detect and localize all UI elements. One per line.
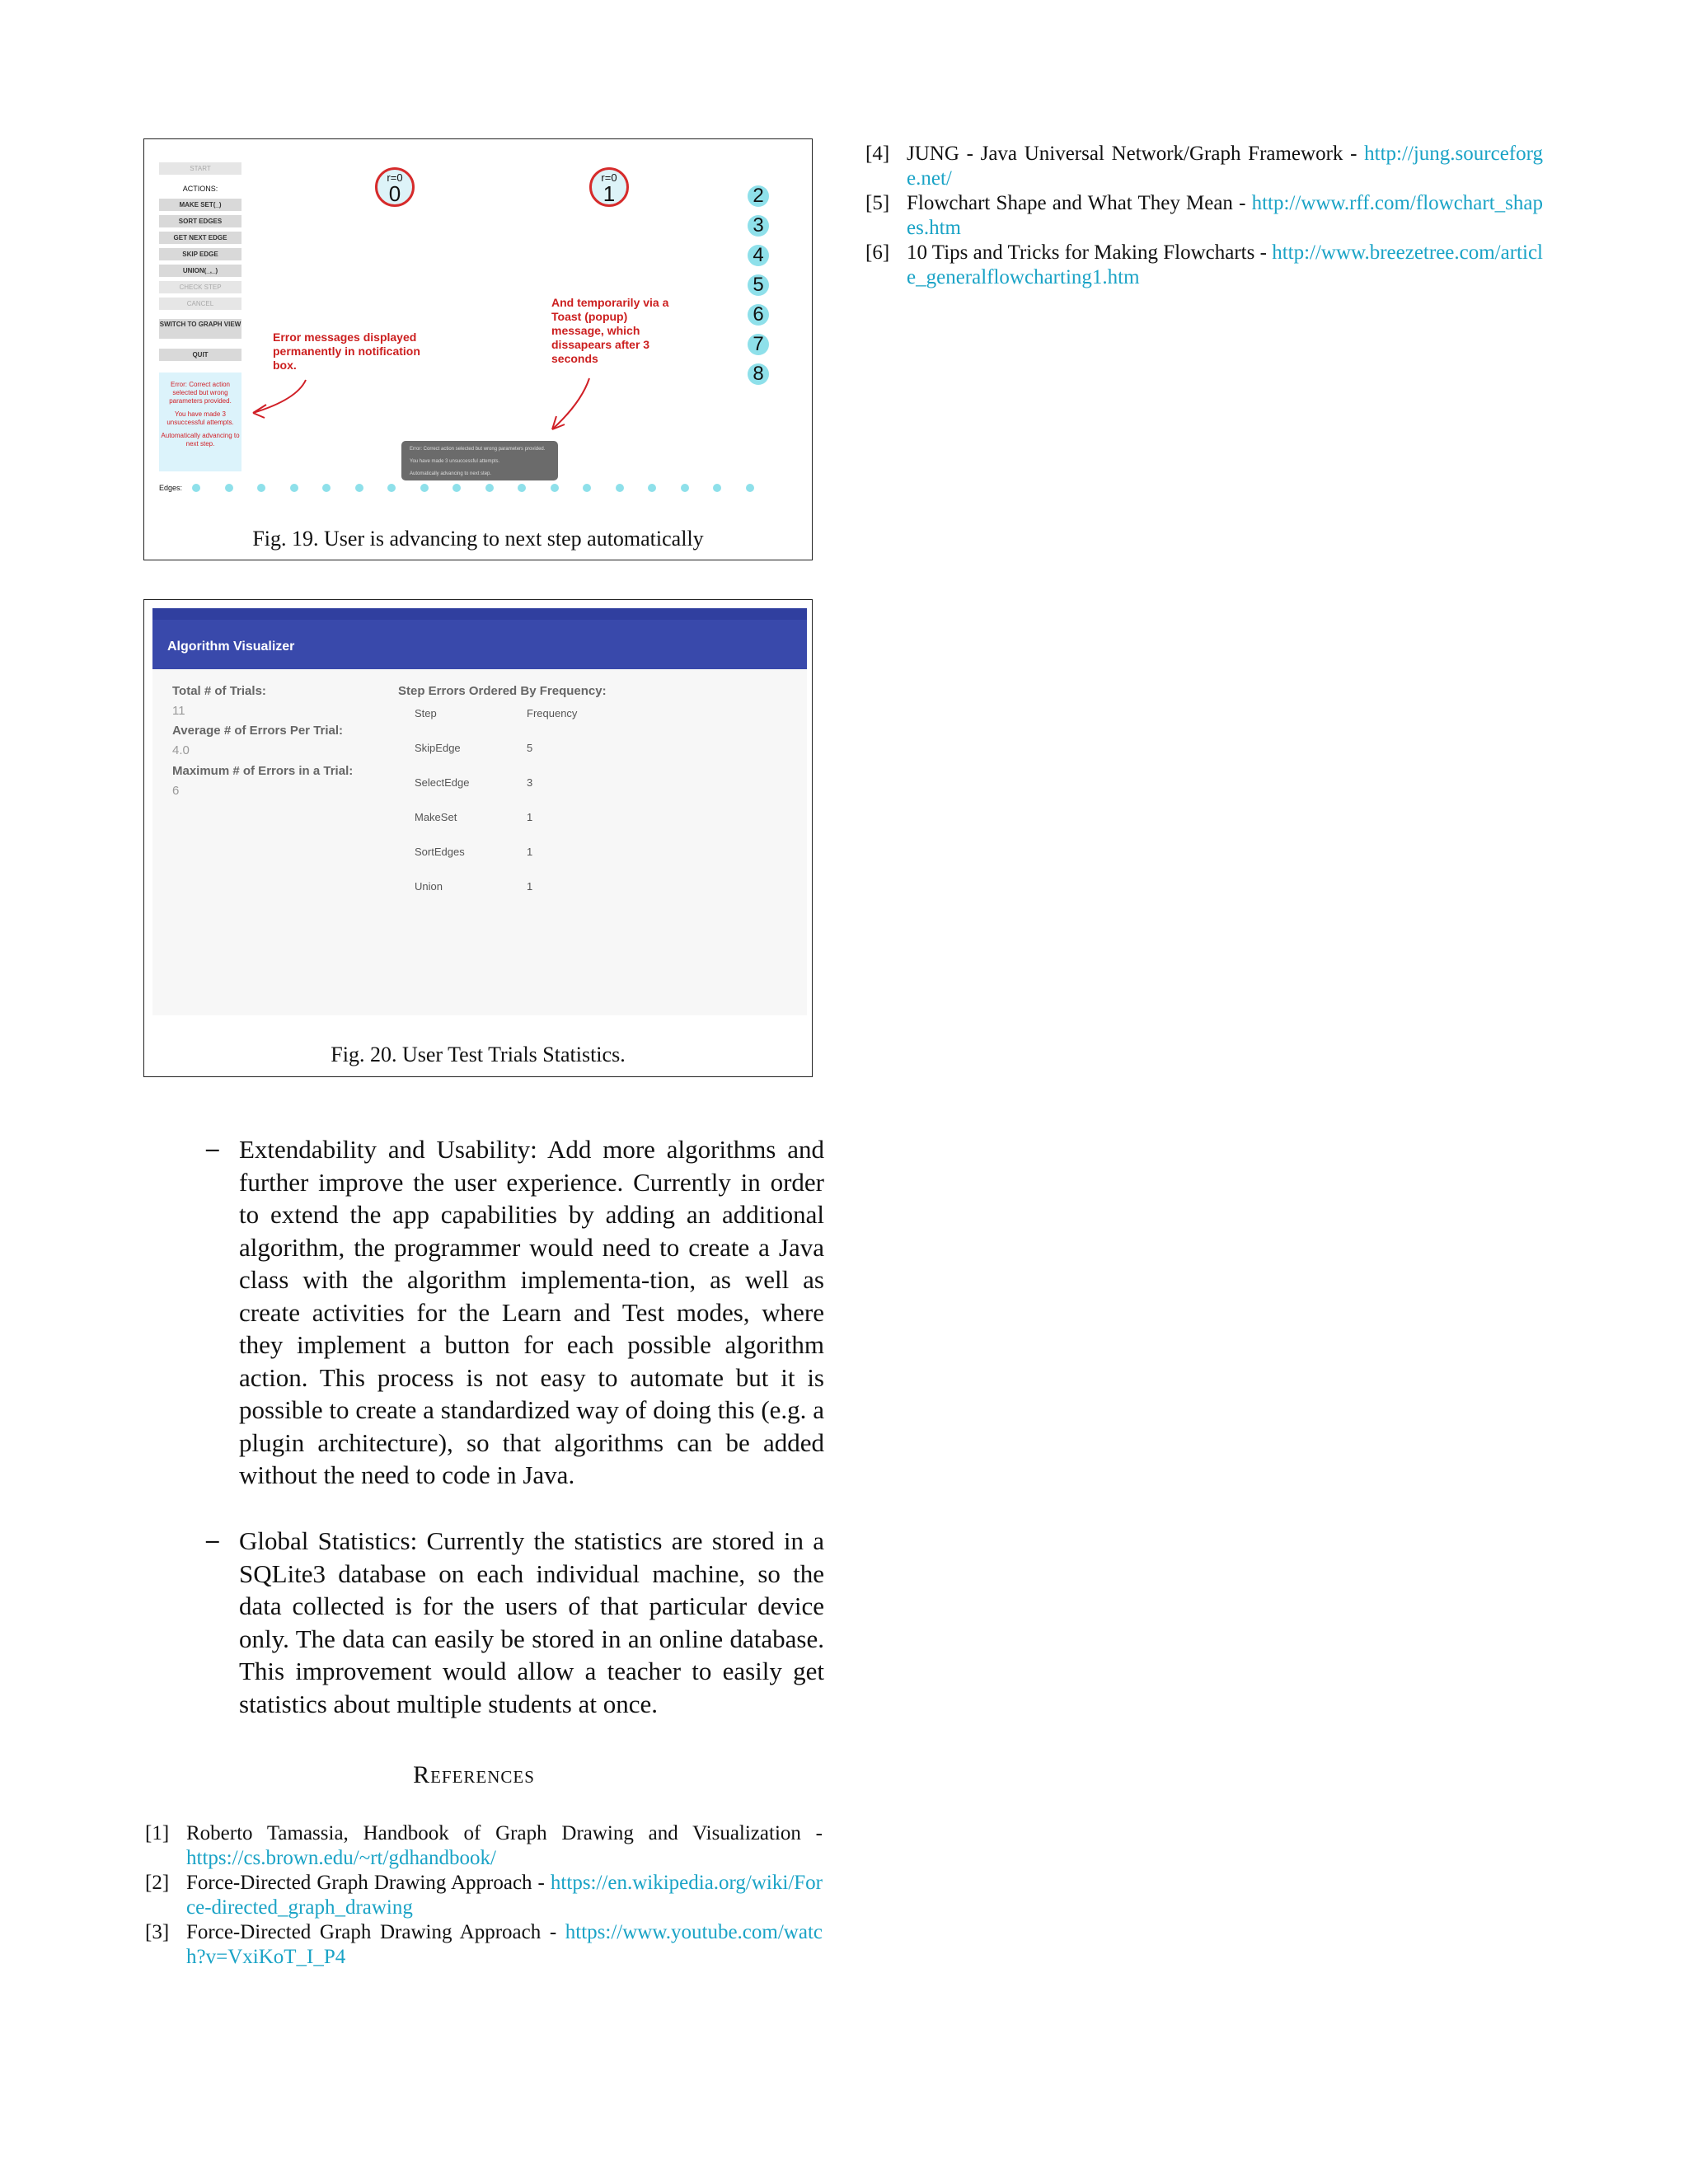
frequency-title: Step Errors Ordered By Frequency: [398, 684, 607, 698]
node-label: 0 [388, 181, 401, 206]
notification-line: You have made 3 unsuccessful attempts. [166, 410, 234, 426]
toast-line: Error: Correct action selected but wrong parameters provided. [410, 447, 546, 452]
references-heading: References [413, 1761, 535, 1788]
graph-node: 2 [748, 185, 769, 207]
notification-line: Error: Correct action selected but wrong parameters provided. [169, 381, 232, 405]
figure-19 [143, 138, 813, 560]
frequency-cell: 5 [527, 742, 533, 754]
edge-chip [616, 484, 624, 492]
edge-chip [322, 484, 331, 492]
reference-text: Roberto Tamassia, Handbook of Graph Drawing and Visualization - [186, 1822, 823, 1844]
reference-text: 10 Tips and Tricks for Making Flowcharts - [907, 241, 1273, 264]
reference-number: [5] [865, 192, 890, 214]
reference-number: [1] [145, 1822, 170, 1844]
rank-label: r=0 [601, 171, 617, 184]
toast-line: You have made 3 unsuccessful attempts. [410, 459, 500, 464]
reference-number: [2] [145, 1872, 170, 1894]
app-bar [152, 608, 807, 669]
edge-chip [713, 484, 721, 492]
list-bullet: – [206, 1525, 219, 1554]
step-cell: Union [415, 880, 443, 893]
reference-link[interactable]: https://en.wikipedia.org/wiki/Force-directed_graph_drawing [186, 1872, 823, 1919]
total-trials-label: Total # of Trials: [172, 684, 266, 698]
step-cell: SkipEdge [415, 742, 461, 754]
reference-link[interactable]: https://www.youtube.com/watch?v=VxiKoT_I_P4 [186, 1921, 823, 1968]
frequency-cell: 3 [527, 776, 533, 789]
step-cell: SelectEdge [415, 776, 470, 789]
step-cell: MakeSet [415, 811, 457, 823]
edge-chip [681, 484, 689, 492]
reference-text: Flowchart Shape and What They Mean - [907, 192, 1252, 214]
average-errors-label: Average # of Errors Per Trial: [172, 724, 344, 738]
figure-caption: Fig. 19. User is advancing to next step automatically [252, 527, 704, 551]
list-item-global-statistics: Global Statistics: Currently the statistics are stored in a SQLite3 database on each individual machine, so the data collected is for the users of that particular device only. The data can easily be stored in an online database. This improvement would allow a teacher to easily get statistics about multiple students at once. [239, 1526, 824, 1718]
get-next-edge-button: GET NEXT EDGE [159, 232, 241, 244]
edge-chip [355, 484, 363, 492]
notification-line: Automatically advancing to next step. [161, 432, 240, 448]
graph-node: 8 [748, 363, 769, 385]
list-bullet: – [206, 1133, 219, 1162]
graph-node: 5 [748, 274, 769, 296]
edge-chip [518, 484, 526, 492]
reference-text: Force-Directed Graph Drawing Approach - [186, 1872, 551, 1894]
list-item-extendability: Extendability and Usability: Add more algorithms and further improve the user experience. Currently in order to extend the app capabilities by adding an additional algorithm, the programmer would need to create a Java class with the algorithm implementa-tion, as well as create activities for the Learn and Test modes, where they implement a button for each possible algorithm action. This process is not easy to automate but it is possible to create a standardized way of doing this (e.g. a plugin architecture), so that algorithms can be added without the need to code in Java. [239, 1135, 824, 1489]
edge-chip [387, 484, 396, 492]
stats-panel [152, 669, 807, 1015]
graph-node: 3 [748, 215, 769, 237]
sort-edges-button: SORT EDGES [159, 215, 241, 227]
graph-node: 6 [748, 304, 769, 326]
node-label: 1 [603, 181, 616, 206]
edge-chip [551, 484, 559, 492]
edge-chip [648, 484, 656, 492]
reference-number: [4] [865, 143, 890, 165]
reference-link[interactable]: https://cs.brown.edu/~rt/gdhandbook/ [186, 1847, 496, 1869]
frequency-cell: 1 [527, 880, 533, 893]
annotation-left: Error messages displayed permanently in notification box. [273, 330, 420, 372]
edge-chip [257, 484, 265, 492]
skip-edge-button: SKIP EDGE [159, 248, 241, 260]
fig19-screenshot [144, 139, 812, 510]
fig20-screenshot [144, 600, 812, 1029]
app-title: Algorithm Visualizer [167, 640, 295, 654]
toast-popup [401, 441, 558, 480]
figure-caption: Fig. 20. User Test Trials Statistics. [331, 1043, 626, 1066]
reference-link[interactable]: http://jung.sourceforge.net/ [907, 143, 1543, 190]
average-errors-value: 4.0 [172, 743, 190, 757]
reference-number: [6] [865, 241, 890, 264]
check-step-button: CHECK STEP [159, 281, 241, 293]
edge-chip [583, 484, 591, 492]
max-errors-value: 6 [172, 784, 180, 798]
step-cell: SortEdges [415, 846, 465, 858]
max-errors-label: Maximum # of Errors in a Trial: [172, 764, 354, 778]
reference-text: Force-Directed Graph Drawing Approach - [186, 1921, 565, 1943]
edge-chip [485, 484, 494, 492]
figure-20 [143, 599, 813, 1077]
edge-chip [420, 484, 429, 492]
annotation-right: And temporarily via a Toast (popup) message, which dissapears after 3 seconds [551, 296, 669, 365]
reference-link[interactable]: http://www.breezetree.com/article_generalflowcharting1.htm [907, 241, 1543, 288]
column-header-frequency: Frequency [527, 707, 578, 719]
edge-chip [290, 484, 298, 492]
column-header-step: Step [415, 707, 437, 719]
graph-node: 4 [748, 245, 769, 266]
union-button: UNION(_,_) [159, 265, 241, 277]
reference-text: JUNG - Java Universal Network/Graph Framework - [907, 143, 1365, 165]
frequency-cell: 1 [527, 846, 533, 858]
toast-line: Automatically advancing to next step. [410, 471, 492, 476]
make-set-button: MAKE SET(_) [159, 199, 241, 211]
reference-number: [3] [145, 1921, 170, 1943]
edge-chip [225, 484, 233, 492]
total-trials-value: 11 [172, 704, 185, 718]
actions-label: ACTIONS: [182, 185, 218, 193]
reference-link[interactable]: http://www.rff.com/flowchart_shapes.htm [907, 192, 1543, 239]
frequency-cell: 1 [527, 811, 533, 823]
cancel-button: CANCEL [159, 298, 241, 310]
quit-button: QUIT [159, 349, 241, 361]
graph-node: 7 [748, 334, 769, 355]
edge-chip [452, 484, 461, 492]
start-button: START [159, 162, 241, 175]
switch-to-graph-view-button: SWITCH TO GRAPH VIEW [159, 319, 241, 339]
rank-label: r=0 [387, 171, 403, 184]
edges-label: Edges: [159, 484, 183, 492]
edge-chip [192, 484, 200, 492]
edge-chip [746, 484, 754, 492]
